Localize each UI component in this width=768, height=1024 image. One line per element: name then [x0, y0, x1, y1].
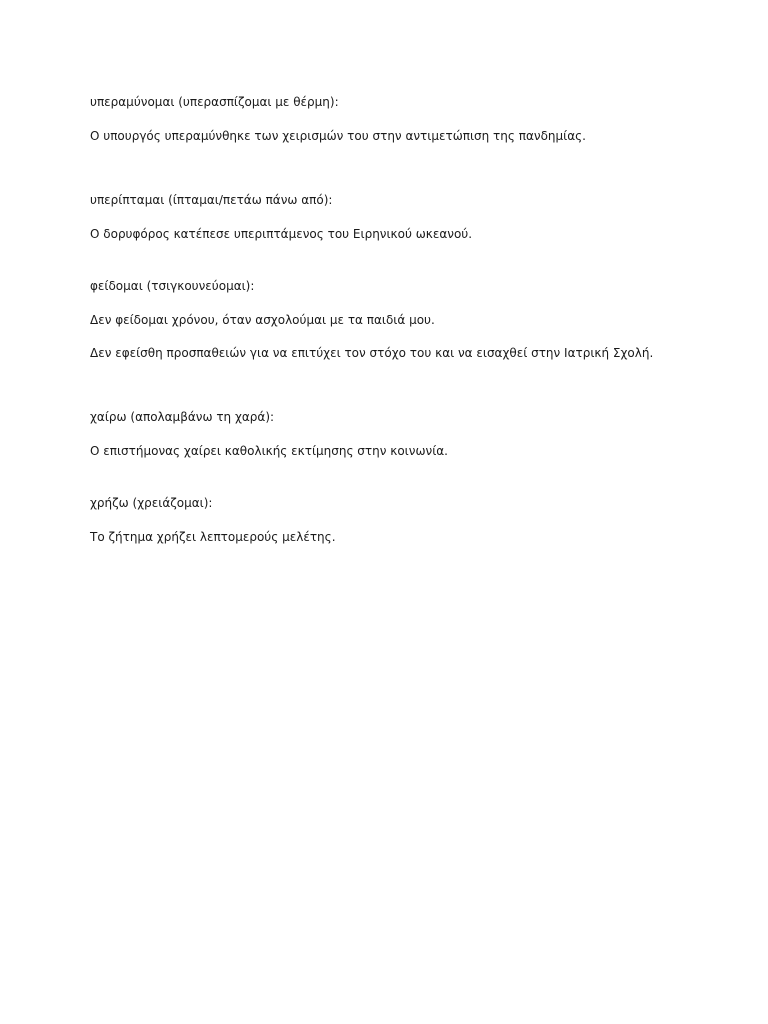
entry-example: Το ζήτημα χρήζει λεπτομερούς μελέτης. [90, 530, 336, 544]
entry-example: Δεν φείδομαι χρόνου, όταν ασχολούμαι με τα παιδιά μου. [90, 313, 435, 327]
entry-headword: φείδομαι (τσιγκουνεύομαι): [90, 279, 255, 293]
entry-headword: χαίρω (απολαμβάνω τη χαρά): [90, 410, 275, 424]
entry-example: Ο επιστήμονας χαίρει καθολικής εκτίμησης στην κοινωνία. [90, 444, 448, 458]
entry-example: Ο υπουργός υπεραμύνθηκε των χειρισμών του στην αντιμετώπιση της πανδημίας. [90, 129, 586, 143]
entry-headword: υπεραμύνομαι (υπερασπίζομαι με θέρμη): [90, 95, 339, 109]
entry-example: Δεν εφείσθη προσπαθειών για να επιτύχει τον στόχο του και να εισαχθεί στην Ιατρική Σχολή. [90, 346, 654, 360]
entry-headword: χρήζω (χρειάζομαι): [90, 496, 213, 510]
entry-example: Ο δορυφόρος κατέπεσε υπεριπτάμενος του Ειρηνικού ωκεανού. [90, 227, 473, 241]
entry-headword: υπερίπταμαι (ίπταμαι/πετάω πάνω από): [90, 193, 333, 207]
